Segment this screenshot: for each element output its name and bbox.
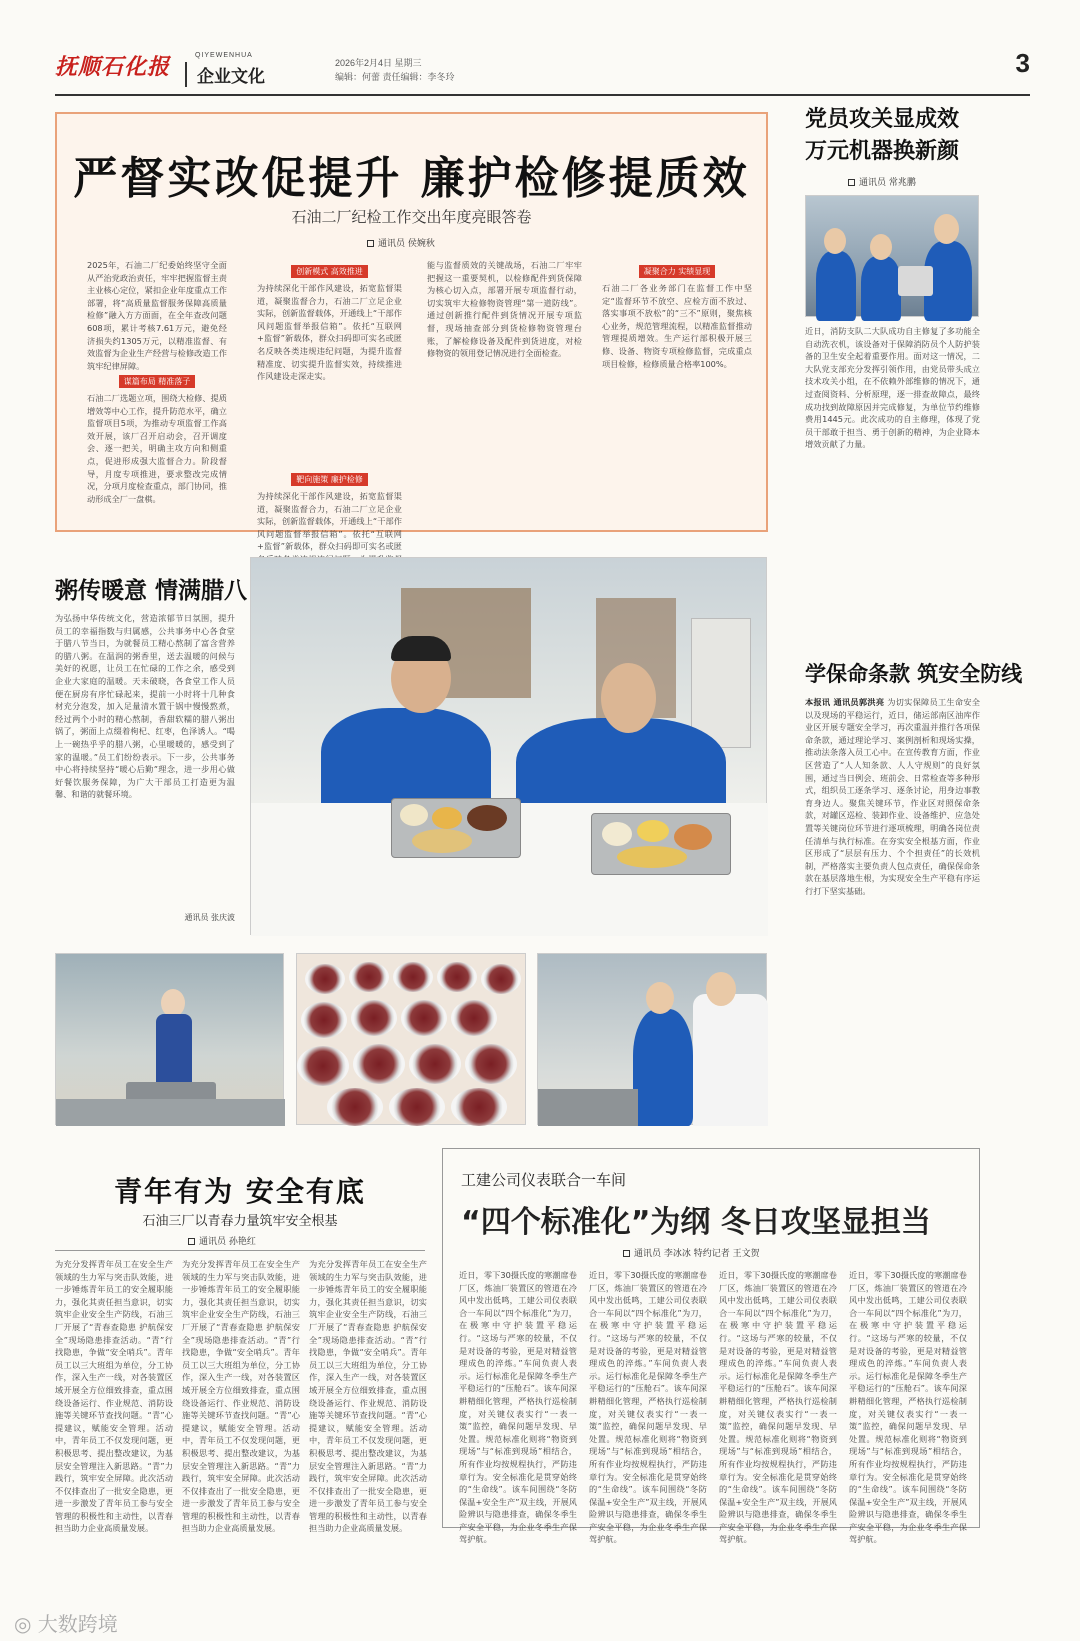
youth-subtitle: 石油三厂以青春力量筑牢安全根基 — [142, 1214, 338, 1229]
right-story-1-title: 党员攻关显成效 万元机器换新颜 — [805, 107, 960, 164]
cook-apron — [156, 1014, 192, 1084]
person-figure — [816, 251, 856, 321]
porridge-byline: 通讯员 张庆波 — [184, 913, 235, 922]
food-dish — [637, 820, 669, 842]
food-dish — [674, 824, 712, 850]
right-story-2-byline: 本报讯 通讯员郭洪亮 — [805, 697, 885, 707]
byline-square-icon — [188, 1238, 195, 1245]
section-tag: 创新模式 高效推进 — [291, 265, 368, 278]
instrument-col-4: 近日，零下30摄氏度的寒潮席卷厂区，炼油厂装置区的管道在冷风中发出低鸣，工建公司仪表联合一车间以“四个标准化”为刀，在极寒中守护装置平稳运行。“这场与严寒的较量，不仅是对设备的考验，更是对精益管理成色的淬炼。”车间负责人表示。运行标准化是保障冬季生产平稳运行的“压舱石”。该车间深耕精细化管理，严格执行巡检制度，对关键仪表实行“一表一策”监控，确保问题早发现、早处置。规范标准化则将“物资到现场”与“标准到现场”相结合，所有作业均按规程执行，严防违章行为。安全标准化是贯穿始终的“生命线”。该车间围绕“冬防保温+安全生产”双主线，开展风险辨识与隐患排查，确保冬季生产安全平稳，为企业冬季生产保驾护航。 — [849, 1270, 967, 1545]
lead-column-4 — [602, 259, 752, 524]
instrument-col-3: 近日，零下30摄氏度的寒潮席卷厂区，炼油厂装置区的管道在冷风中发出低鸣，工建公司仪表联合一车间以“四个标准化”为刀，在极寒中守护装置平稳运行。“这场与严寒的较量，不仅是对设备的考验，更是对精益管理成色的淬炼。”车间负责人表示。运行标准化是保障冬季生产平稳运行的“压舱石”。该车间深耕精细化管理，严格执行巡检制度，对关键仪表实行“一表一策”监控，确保问题早发现、早处置。规范标准化则将“物资到现场”与“标准到现场”相结合，所有作业均按规程执行，严防违章行为。安全标准化是贯穿始终的“生命线”。该车间围绕“冬防保温+安全生产”双主线，开展风险辨识与隐患排查，确保冬季生产安全平稳，为企业冬季生产保驾护航。 — [719, 1270, 837, 1545]
right-story-2-text: 为切实保障员工生命安全以及现场的平稳运行，近日，储运部南区油库作业区开展专题安全学习，再次重温并推行各项保命条款，通过理论学习、案例剖析和现场实操，推动法条落入员工心中。在宣传教育方面，作业区营造了“人人知条款、人人守规则”的良好氛围，通过当日例会、班前会、日常检查等多种形式，组织员工逐条学习、逐条讨论，用身边事教育身边人。聚焦关键环节，作业区对照保命条款，对罐区巡检、装卸作业、设备维护、应急处置等关键岗位环节进行逐项梳理，明确各岗位责任清单与执行标准。在夯实安全根基方面，作业区形成了“层层有压力、个个担责任”的长效机制，严格落实主要负责人包点责任，确保保命条款在基层落地生根，为实现安全生产平稳有序运行打下坚实基础。 — [805, 697, 980, 896]
lead-article — [55, 112, 768, 552]
porridge-bowl — [393, 962, 433, 992]
section-en: QIYEWENHUA — [195, 52, 253, 59]
instrument-byline — [623, 1246, 760, 1259]
food-dish — [412, 829, 472, 853]
lead-paragraph: 石油二厂各业务部门在监督工作中坚定“监督环节不放空、应检方面不放过、落实事项不放松”的“三不”原则，聚焦核心业务，规范管理流程，以精准监督推动管理提质增效。生产运行部积极开展三修、设备、物资专项检修监督，完成重点项目检修，检修质量合格率100%。 — [602, 283, 752, 369]
person-head — [870, 234, 892, 260]
photo-firefighters — [805, 195, 979, 317]
instrument-col-1: 近日，零下30摄氏度的寒潮席卷厂区，炼油厂装置区的管道在冷风中发出低鸣，工建公司仪表联合一车间以“四个标准化”为刀，在极寒中守护装置平稳运行。“这场与严寒的较量，不仅是对设备的考验，更是对精益管理成色的淬炼。”车间负责人表示。运行标准化是保障冬季生产平稳运行的“压舱石”。该车间深耕精细化管理，严格执行巡检制度，对关键仪表实行“一表一策”监控，确保问题早发现、早处置。规范标准化则将“物资到现场”与“标准到现场”相结合，所有作业均按规程执行，严防违章行为。安全标准化是贯穿始终的“生命线”。该车间围绕“冬防保温+安全生产”双主线，开展风险辨识与隐患排查，确保冬季生产安全平稳，为企业冬季生产保驾护航。 — [459, 1270, 577, 1545]
food-tray-right — [591, 813, 731, 875]
worker-head — [646, 982, 674, 1014]
instrument-col-2: 近日，零下30摄氏度的寒潮席卷厂区，炼油厂装置区的管道在冷风中发出低鸣，工建公司仪表联合一车间以“四个标准化”为刀，在极寒中守护装置平稳运行。“这场与严寒的较量，不仅是对设备的考验，更是对精益管理成色的淬炼。”车间负责人表示。运行标准化是保障冬季生产平稳运行的“压舱石”。该车间深耕精细化管理，严格执行巡检制度，对关键仪表实行“一表一策”监控，确保问题早发现、早处置。规范标准化则将“物资到现场”与“标准到现场”相结合，所有作业均按规程执行，严防违章行为。安全标准化是贯穿始终的“生命线”。该车间围绕“冬防保温+安全生产”双主线，开展风险辨识与隐患排查，确保冬季生产安全平稳，为企业冬季生产保驾护航。 — [589, 1270, 707, 1545]
lead-paragraph: 为持续深化干部作风建设，拓宽监督渠道，凝聚监督合力，石油二厂立足企业实际，创新监督载体，开通线上“干部作风问题监督举报信箱”。依托“互联网+监督”新载体，群众扫码即可实名或匿名反映各类违规违纪问题，为提升监督精准度、切实提升监督实效，持续推进作风建设走深走实。 — [257, 283, 402, 382]
byline-text: 通讯员 李冰冰 特约记者 王文贺 — [634, 1249, 760, 1259]
porridge-bowl — [353, 1044, 405, 1084]
youth-col-1: 为充分发挥青年员工在安全生产领域的生力军与突击队效能，进一步锤炼青年员工的安全履职能力，强化其责任担当意识，切实筑牢企业安全生产防线，石油三厂开展了“青春查隐患 护航保安全”现场隐患排查活动。“青”行找隐患，争做“安全哨兵”。青年员工以三大班组为单位，分工协作，深入生产一线，对各装置区域开展全方位细致排查，重点围绕设备运行、作业规范、消防设施等关键环节查找问题。“青”心提建议，赋能安全管理。活动中，青年员工不仅发现问题，更积极思考、提出整改建议，为基层安全管理注入新思路。“青”力践行，筑牢安全屏障。此次活动不仅排查出了一批安全隐患，更进一步激发了青年员工参与安全管理的积极性和主动性，以青春担当助力企业高质量发展。 — [55, 1259, 173, 1534]
photo-workers-eating — [250, 557, 767, 935]
lead-byline — [367, 236, 435, 249]
masthead — [55, 44, 1030, 96]
lead-paragraph: 2025年，石油二厂纪委始终坚守全面从严治党政治责任，牢牢把握监督主责主业核心定位，紧扣企业年度重点工作部署，将“高质量监督服务保障高质量检修”融入方方面面，在全年查改问题608项，累计考核7.61万元，避免经济损失约1305万元，以精准监督、有效监督为企业生产经营与检修改造工作筑牢纪律屏障。 — [87, 260, 227, 371]
food-dish — [432, 807, 462, 829]
byline-text: 通讯员 孙艳红 — [199, 1237, 256, 1247]
food-dish — [617, 846, 687, 868]
page-number: 3 — [1015, 48, 1030, 78]
porridge-bowl — [451, 1088, 507, 1126]
worker-left-hair — [391, 636, 451, 661]
youth-col-2: 为充分发挥青年员工在安全生产领域的生力军与突击队效能，进一步锤炼青年员工的安全履职能力，强化其责任担当意识，切实筑牢企业安全生产防线，石油三厂开展了“青春查隐患 护航保安全”现场隐患排查活动。“青”行找隐患，争做“安全哨兵”。青年员工以三大班组为单位，分工协作，深入生产一线，对各装置区域开展全方位细致排查，重点围绕设备运行、作业规范、消防设施等关键环节查找问题。“青”心提建议，赋能安全管理。活动中，青年员工不仅发现问题，更积极思考、提出整改建议，为基层安全管理注入新思路。“青”力践行，筑牢安全屏障。此次活动不仅排查出了一批安全隐患，更进一步激发了青年员工参与安全管理的积极性和主动性，以青春担当助力企业高质量发展。 — [182, 1259, 300, 1534]
lead-subtitle: 石油二厂纪检工作交出年度亮眼答卷 — [291, 208, 532, 226]
editors: 编辑：何蕾 责任编辑：李冬玲 — [335, 72, 455, 82]
section-tag: 谋篇布局 精准落子 — [119, 375, 196, 388]
byline-square-icon — [367, 240, 374, 247]
porridge-bowl — [389, 1088, 445, 1126]
lead-column-1 — [87, 259, 227, 524]
worker-figure — [633, 1009, 693, 1126]
porridge-bowl — [349, 962, 389, 992]
porridge-bowl — [481, 964, 521, 994]
porridge-bowl — [305, 964, 345, 994]
worker-right-head — [601, 663, 656, 733]
cook-uniform — [693, 994, 768, 1126]
porridge-bowl — [351, 1000, 397, 1036]
person-head — [824, 228, 846, 254]
porridge-bowl — [297, 1046, 349, 1086]
section-tag: 凝聚合力 实绩显现 — [639, 265, 716, 278]
counter-base — [56, 1099, 285, 1126]
porridge-bowl — [327, 1088, 383, 1126]
air-conditioner — [691, 618, 751, 748]
serving-counter — [538, 1089, 638, 1126]
section-tag: 靶向施策 廉护检修 — [291, 473, 368, 486]
food-bun — [400, 804, 428, 826]
watermark-logo: ◎ 大数跨境 — [14, 1612, 118, 1636]
divider — [55, 1250, 425, 1251]
porridge-body — [55, 612, 235, 932]
newspaper-brand: 抚顺石化报 — [55, 54, 171, 80]
instrument-kicker: 工建公司仪表联合一车间 — [461, 1171, 627, 1189]
byline-square-icon — [623, 1250, 630, 1257]
porridge-title: 粥传暖意 情满腊八 — [55, 578, 248, 604]
porridge-bowl — [401, 1000, 447, 1036]
lead-paragraph: 能与监督质效的关键战场，石油二厂牢牢把握这一重要契机，以检修配件到货保障为核心切入点，部署开展专项监督行动，切实筑牢大检修物资管理“第一道防线”。通过创新推行配件到货情况开展专项监督，现场抽查部分到货检修物资管理台账，了解检修设备及配件到货进度，对检修物资的领用登记情况进行全面检查。 — [427, 260, 582, 359]
cook-head — [706, 972, 736, 1006]
food-dish — [467, 805, 507, 831]
right-story-2-body — [805, 696, 980, 1126]
food-tray-left — [391, 798, 521, 858]
byline-text: 通讯员 侯婉秋 — [378, 239, 435, 249]
photo-canteen-server — [55, 953, 284, 1125]
right-story-1-body: 近日，消防支队二大队成功自主修复了多功能全自动洗衣机，该设备对于保障消防员个人防护装备的卫生安全起着重要作用。面对这一情况，二大队党支部充分发挥引领作用，由党员带头成立技术攻关小组，在不依赖外部维修的情况下，通过查阅资料、分析原理，逐一排查故障点，最终成功找到故障原因并完成修复，为单位节约维修费用1445元。此次成功的自主修理，体现了党员干部敢于担当、勇于创新的精神，为企业降本增效贡献了力量。 — [805, 326, 980, 450]
section-name: 企业文化 — [185, 62, 265, 87]
issue-date: 2026年2月4日 星期三 — [335, 58, 422, 68]
photo-serving-porridge — [537, 953, 767, 1125]
washing-machine-panel — [898, 266, 933, 296]
porridge-bowl — [437, 962, 477, 992]
photo-porridge-bowls — [296, 953, 526, 1125]
byline-text: 通讯员 常兆鹏 — [859, 178, 916, 188]
porridge-bowl — [465, 1044, 517, 1084]
instrument-title: “四个标准化”为纲 冬日攻坚显担当 — [461, 1205, 931, 1240]
lead-column-3 — [427, 259, 582, 524]
youth-byline — [188, 1234, 256, 1247]
porridge-bowl — [301, 1002, 347, 1038]
youth-col-3: 为充分发挥青年员工在安全生产领域的生力军与突击队效能，进一步锤炼青年员工的安全履职能力，强化其责任担当意识，切实筑牢企业安全生产防线，石油三厂开展了“青春查隐患 护航保安全”现场隐患排查活动。“青”行找隐患，争做“安全哨兵”。青年员工以三大班组为单位，分工协作，深入生产一线，对各装置区域开展全方位细致排查，重点围绕设备运行、作业规范、消防设施等关键环节查找问题。“青”心提建议，赋能安全管理。活动中，青年员工不仅发现问题，更积极思考、提出整改建议，为基层安全管理注入新思路。“青”力践行，筑牢安全屏障。此次活动不仅排查出了一批安全隐患，更进一步激发了青年员工参与安全管理的积极性和主动性，以青春担当助力企业高质量发展。 — [309, 1259, 427, 1534]
youth-title: 青年有为 安全有底 — [114, 1175, 366, 1208]
porridge-bowl — [451, 1000, 497, 1036]
food-bun — [602, 822, 632, 846]
lead-column-2 — [257, 259, 402, 552]
byline-square-icon — [848, 179, 855, 186]
instrument-article — [442, 1148, 980, 1545]
lead-title: 严督实改促提升 廉护检修提质效 — [73, 153, 750, 204]
lead-paragraph: 为持续深化干部作风建设，拓宽监督渠道，凝聚监督合力，石油二厂立足企业实际，创新监督载体，开通线上“干部作风问题监督举报信箱”。依托“互联网+监督”新载体，群众扫码即可实名或匿 — [257, 491, 402, 552]
lead-paragraph: 石油二厂选题立项，围绕大检修、提质增效等中心工作，提升防范水平，确立监督项目5项，为推动专项监督工作高效开展，该厂召开启动会，召开调度会、逐一把关，明确主攻方向和侧重点，促进形成强大监督合力。阶段督导，月度专项推进，要求整改完成情况，分项月度检查重点，部门协同，推动形成全厂一盘棋。 — [87, 393, 227, 504]
right-story-2-title: 学保命条款 筑安全防线 — [805, 662, 1023, 686]
cook-head — [161, 989, 185, 1017]
porridge-bowl — [409, 1044, 461, 1084]
right-story-1-byline — [848, 175, 916, 188]
person-head — [934, 214, 959, 244]
person-figure — [861, 256, 901, 321]
porridge-text: 为弘扬中华传统文化，营造浓郁节日氛围，提升员工的幸福指数与归属感，公共事务中心各食堂于腊八节当日，为就餐员工精心熬制了富含营养的腊八粥。在温润的粥香里，送去温暖的问候与美好的祝愿，让员工在忙碌的工作之余，感受到企业大家庭的温暖。天未破晓，各食堂工作人员便在厨房有序忙碌起来，提前一小时将十几种食材充分泡发，加入足量清水置于锅中慢慢熬煮，经过两个小时的精心熬制，香甜软糯的腊八粥出锅了，粥面上点缀着枸杞、红枣，色泽诱人。“喝上一碗热乎乎的腊八粥，心里暖暖的，感受到了家的温暖。”员工们纷纷表示。下一步，公共事务中心将持续坚持“暖心后勤”理念，进一步用心做好餐饮服务保障，为广大干部员工打造更为温馨、和谐的就餐环境。 — [55, 613, 235, 800]
